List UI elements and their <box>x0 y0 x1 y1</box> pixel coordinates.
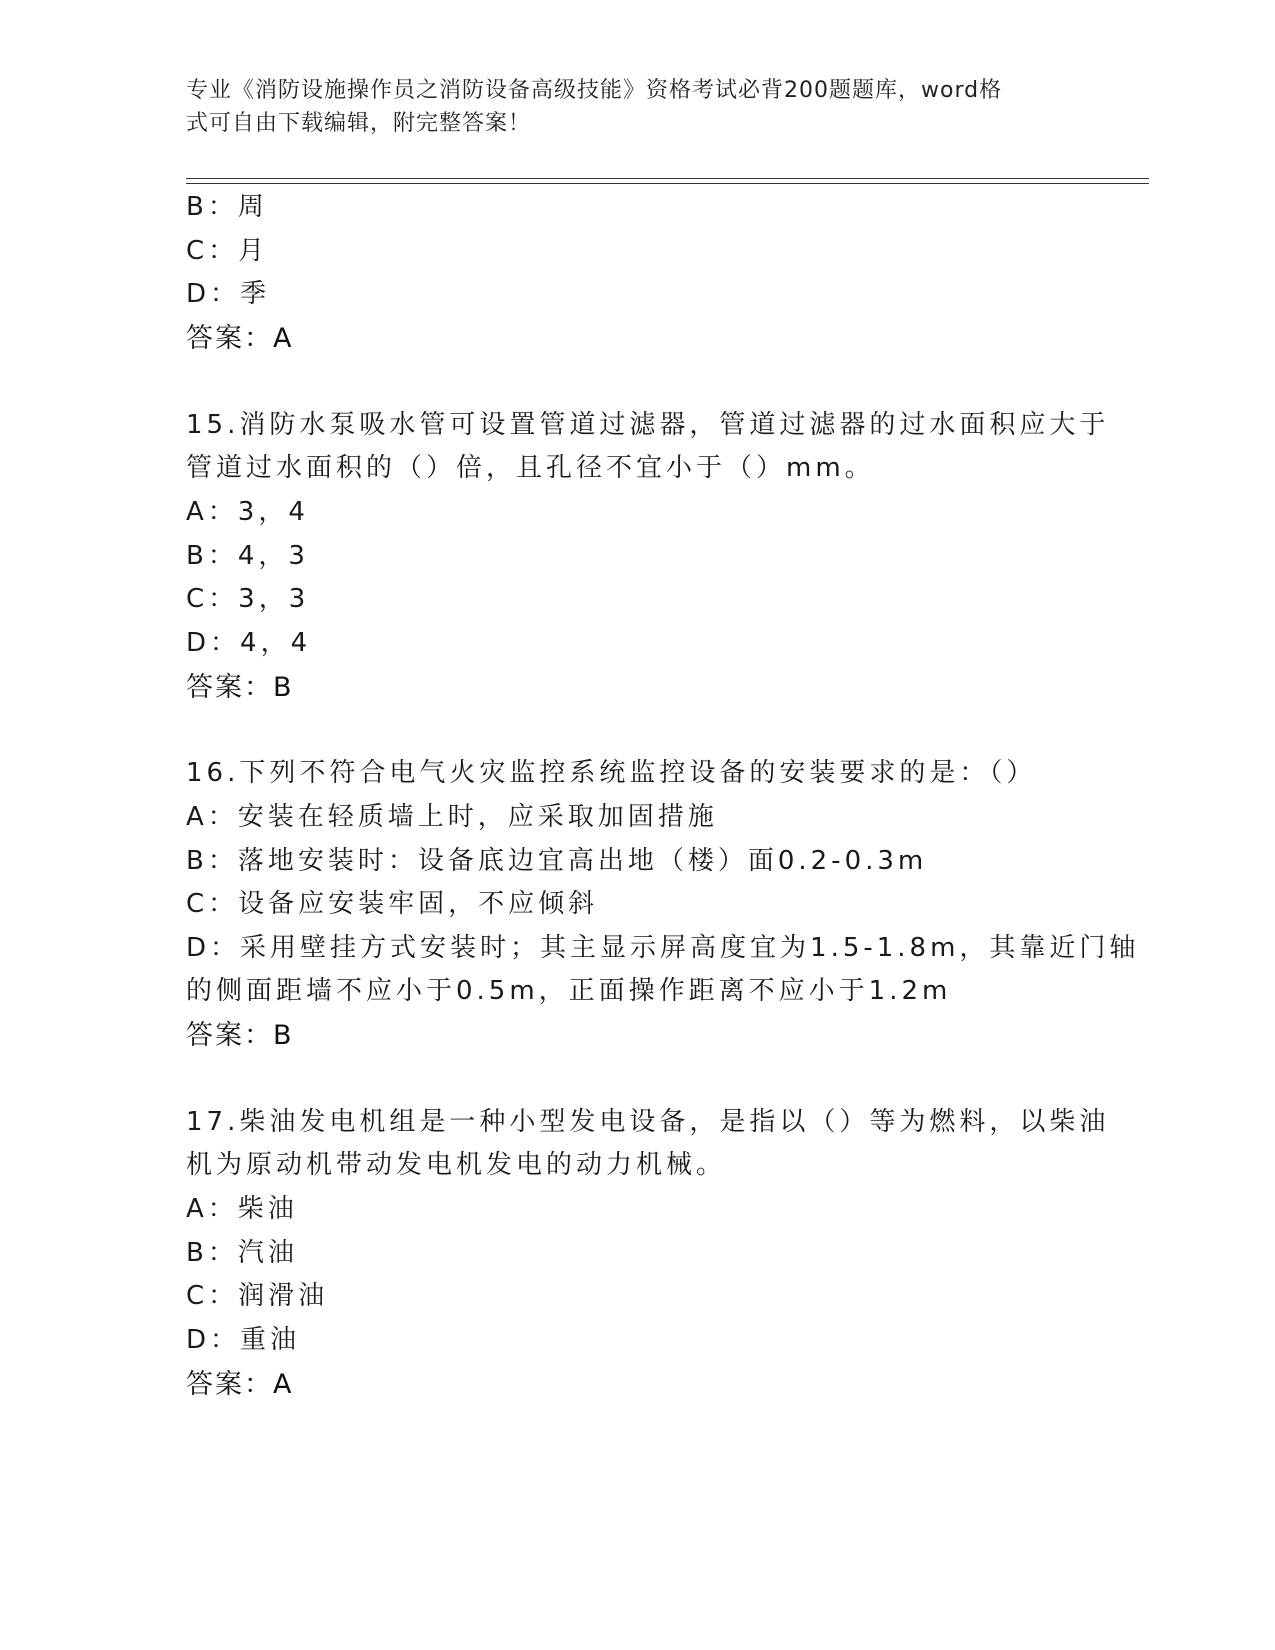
question-17-stem: 机为原动机带动发电机发电的动力机械。 <box>186 1150 727 1180</box>
option-d-continued: 的侧面距墙不应小于0.5m，正面操作距离不应小于1.2m <box>186 976 952 1006</box>
option-c: C：设备应安装牢固，不应倾斜 <box>186 889 599 919</box>
option-d: D：季 <box>186 279 271 309</box>
option-c: C：3，3 <box>186 584 310 614</box>
option-d: D：重油 <box>186 1325 301 1355</box>
answer-line: 答案：B <box>186 672 294 703</box>
option-d: D：4，4 <box>186 628 312 658</box>
answer-line: 答案：B <box>186 1020 294 1051</box>
header-rule-bottom <box>186 183 1149 184</box>
option-c: C：润滑油 <box>186 1281 329 1311</box>
option-b: B：落地安装时：设备底边宜高出地（楼）面0.2-0.3m <box>186 846 928 876</box>
question-15-stem: 15.消防水泵吸水管可设置管道过滤器，管道过滤器的过水面积应大于 <box>186 410 1110 440</box>
option-b: B：4，3 <box>186 541 309 571</box>
question-17-stem: 17.柴油发电机组是一种小型发电设备，是指以（）等为燃料，以柴油 <box>186 1107 1110 1137</box>
header-rule-top <box>186 178 1149 179</box>
option-b: B：周 <box>186 192 268 222</box>
option-a: A：安装在轻质墙上时，应采取加固措施 <box>186 802 718 832</box>
header-line-2: 式可自由下载编辑，附完整答案！ <box>186 111 532 136</box>
header-line-1: 专业《消防设施操作员之消防设备高级技能》资格考试必背200题题库，word格 <box>186 78 1003 103</box>
option-a: A：3，4 <box>186 497 309 527</box>
answer-line: 答案：A <box>186 323 294 354</box>
question-16-stem: 16.下列不符合电气火灾监控系统监控设备的安装要求的是：（） <box>186 758 1037 788</box>
option-d: D：采用壁挂方式安装时；其主显示屏高度宜为1.5-1.8m，其靠近门轴 <box>186 933 1140 963</box>
answer-line: 答案：A <box>186 1369 294 1400</box>
option-c: C：月 <box>186 236 269 266</box>
option-a: A：柴油 <box>186 1194 298 1224</box>
question-15-stem: 管道过水面积的（）倍，且孔径不宜小于（）mm。 <box>186 453 875 483</box>
document-header <box>186 74 1066 140</box>
option-b: B：汽油 <box>186 1238 298 1268</box>
